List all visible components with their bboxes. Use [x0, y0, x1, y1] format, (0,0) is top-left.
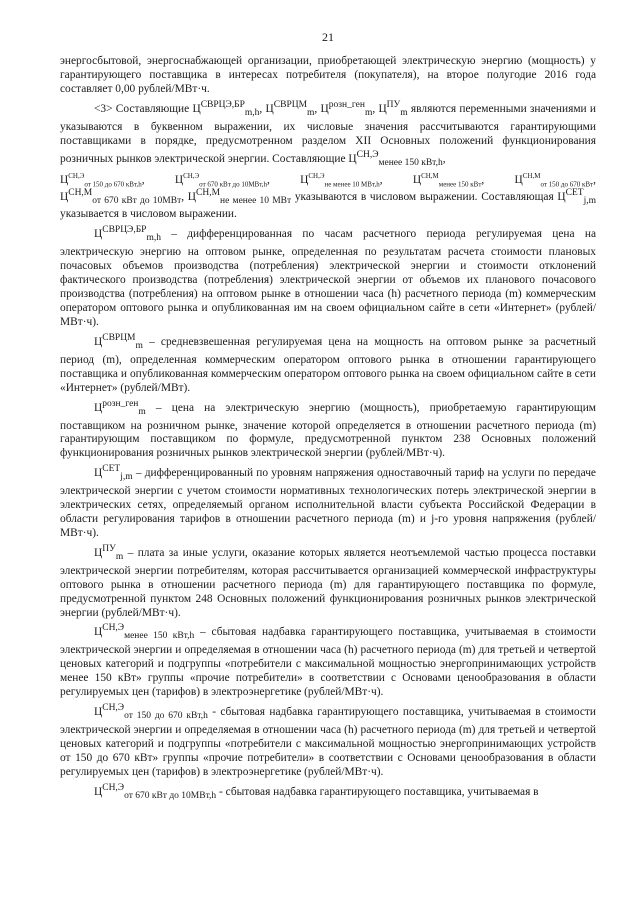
- definition-svrce-br: $Ц^{СВРЦЭ,БР}_{m,h}$ – дифференцированная по часам расчетного периода регулируемая цена на электрическую энергию на оптовом рынке, определенная по результатам расчета стоимости плановых почасовых объемов производства (потребления) электрической энергии и стоимости отклонений фактического производства (потребления) электрической энергии от объемов их планового почасового производства (потребления) на оптовом рынке в отношении часа (h) расчетного периода (m) коммерческим оператором оптового рынка и опубликованная им на своем официальном сайте в сети «Интернет» (рублей/МВт·ч).: [60, 225, 596, 328]
- definition-set: $Ц^{СЕТ}_{j,m}$ – дифференцированный по уровням напряжения одноставочный тариф на услуги по передаче электрической энергии с учетом стоимости нормативных технологических потерь электрической энергии в электрических сетях, определяемый органом исполнительной власти субъекта Российской Федерации в области регулирования тарифов в отношении расчетного периода (m) и j-го уровня напряжения (рублей/МВт·ч).: [60, 464, 596, 539]
- symbol-item: $Ц^{СН,Э}_{от 150 до 670 кВт,h}$,: [60, 171, 145, 188]
- symbol-item: $Ц^{СН,М}_{менее 150 кВт}$,: [412, 171, 485, 188]
- symbol-row-2: $Ц^{СН,М}_{от 670 кВт до 10МВт}$, $Ц^{СН,М}_{не менее 10 МВт}$ указываются в числовом выражении. Составляющая $Ц^{СЕТ}_{j,m}$ указывается в числовом выражении.: [60, 187, 596, 221]
- definition-sn-less-150: $Ц^{СН,Э}_{менее 150 кВт,h}$ – сбытовая надбавка гарантирующего поставщика, учитываемая в стоимости электрической энергии и определяемая в отношении часа (h) расчетного периода (m) для третьей и четвертой ценовых категорий и подгруппы «потребители с максимальной мощностью энергопринимающих устройств менее 150 кВт» группы «прочие потребители» в соответствии с Основами ценообразования в области регулируемых цен (тарифов) в электроэнергетике (рублей/МВт·ч).: [60, 623, 597, 699]
- note-3-paragraph: <3> Составляющие $Ц^{СВРЦЭ,БР}_{m,h}$, $Ц^{СВРЦМ}_m$, $Ц^{розн\_ген}_m$, $Ц^{ПУ}_m$ являются переменными значениями и указываются в буквенном выражении, их числовые значения рассчитываются гарантирующими поставщиками в порядке, предусмотренном разделом XII Основных положений функционирования розничных рынков электрической энергии. Составляющие $Ц^{СН,Э}_{менее 150 кВт,h}$,: [60, 99, 597, 168]
- definition-pu: $Ц^{ПУ}_m$ – плата за иные услуги, оказание которых является неотъемлемой частью процесса поставки электрической энергии потребителям, которая рассчитывается организацией коммерческой инфраструктуры оптового рынка в отношении расчетного периода (m) для гарантирующего поставщика по формуле, предусмотренной пунктом 248 Основных положений функционирования розничных рынков электрической энергии (рублей/МВт·ч).: [60, 543, 596, 619]
- page-number: 21: [322, 30, 334, 44]
- symbol-row: [60, 173, 596, 187]
- symbol-item: $Ц^{СН,Э}_{не менее 10 МВт,h}$,: [300, 171, 383, 188]
- symbol-item: $Ц^{СН,Э}_{от 670 кВт до 10МВт,h}$,: [174, 171, 270, 188]
- definition-svrcm: $Ц^{СВРЦМ}_m$ – средневзвешенная регулируемая цена на мощность на оптовом рынке за расчетный период (m), определенная коммерческим оператором оптового рынка в отношении гарантирующего поставщика и опубликованная коммерческим оператором оптового рынка на своем официальном сайте в сети «Интернет» (рублей/МВт).: [60, 332, 596, 394]
- definition-rozn-gen: $Ц^{розн\_ген}_m$ – цена на электрическую энергию (мощность), приобретаемую гарантирующим поставщиком на розничном рынке, значение которой определяется в отношении расчетного периода (m) гарантирующим поставщиком по формуле, предусмотренной пунктом 238 Основных положений функционирования розничных рынков электрической энергии (рублей/МВт·ч).: [60, 398, 596, 460]
- symbol-item: $Ц^{СН,М}_{от 150 до 670 кВт}$,: [514, 171, 596, 188]
- definition-sn-670-10mw: $Ц^{СН,Э}_{от 670 кВт до 10МВт,h}$ - сбытовая надбавка гарантирующего поставщика, учитываемая в: [94, 782, 539, 801]
- definition-sn-150-670: $Ц^{СН,Э}_{от 150 до 670 кВт,h}$ - сбытовая надбавка гарантирующего поставщика, учитываемая в стоимости электрической энергии и определяемая в отношении часа (h) расчетного периода (m) для третьей и четвертой ценовых категорий и подгруппы «потребители с максимальной мощностью энергопринимающих устройств от 150 до 670 кВт» группы «прочие потребители» в соответствии с Основами ценообразования в области регулируемых цен (тарифов) в электроэнергетике (рублей/МВт·ч).: [60, 703, 597, 778]
- paragraph-tail: энергосбытовой, энергоснабжающей организации, приобретающей электрическую энергию (мощность) у гарантирующего поставщика в интересах потребителя (покупателя), на второе полугодие 2016 года составляет 0,00 рублей/МВт·ч.: [60, 55, 596, 95]
